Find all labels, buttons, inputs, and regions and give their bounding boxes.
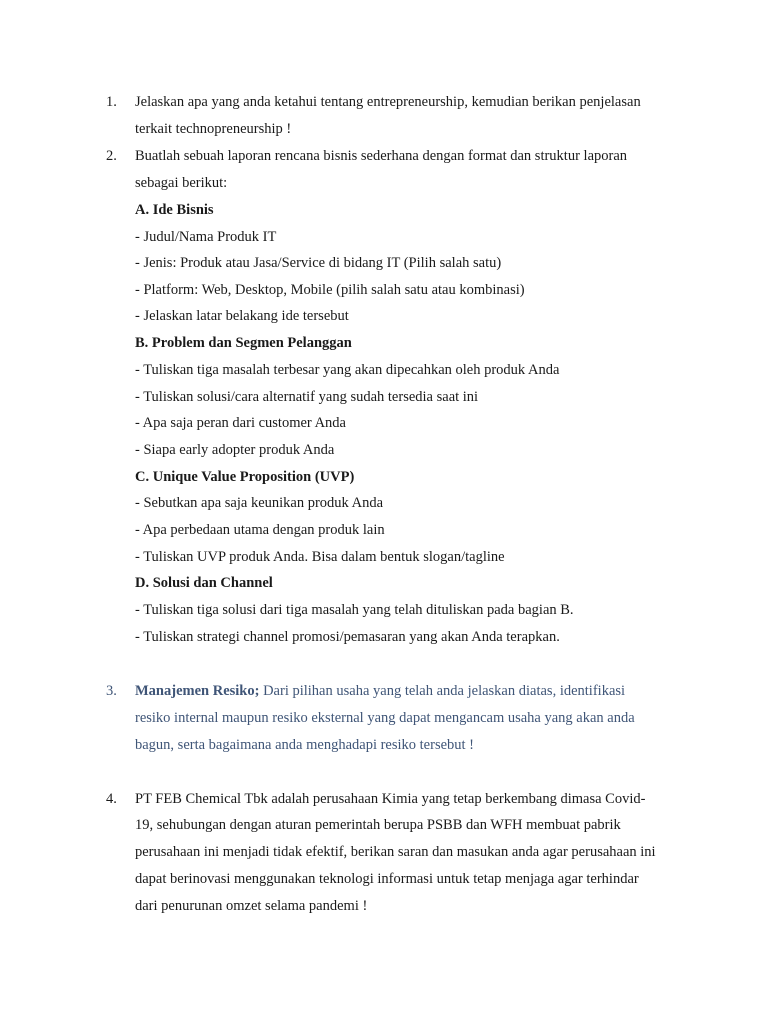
q1-line-1: Jelaskan apa yang anda ketahui tentang entrepreneurship, kemudian berikan penjelasan <box>135 94 641 110</box>
section-a-item: - Platform: Web, Desktop, Mobile (pilih salah satu atau kombinasi) <box>135 282 525 298</box>
section-d-item: - Tuliskan strategi channel promosi/pemasaran yang akan Anda terapkan. <box>135 629 560 645</box>
section-c-heading: C. Unique Value Proposition (UVP) <box>135 469 355 485</box>
section-a-item: - Judul/Nama Produk IT <box>135 229 277 245</box>
section-a-item: - Jelaskan latar belakang ide tersebut <box>135 308 349 324</box>
section-d-item: - Tuliskan tiga solusi dari tiga masalah yang telah dituliskan pada bagian B. <box>135 602 574 618</box>
q1-number: 1. <box>106 94 117 110</box>
q3-line-1 <box>135 683 625 699</box>
section-b-item: - Tuliskan tiga masalah terbesar yang akan dipecahkan oleh produk Anda <box>135 362 560 378</box>
q4-line-5: dari penurunan omzet selama pandemi ! <box>135 898 368 914</box>
q3-number: 3. <box>106 683 117 699</box>
section-c-item: - Sebutkan apa saja keunikan produk Anda <box>135 495 384 511</box>
q2-intro-1: Buatlah sebuah laporan rencana bisnis sederhana dengan format dan struktur laporan <box>135 148 628 164</box>
q2-intro-2: sebagai berikut: <box>135 175 228 191</box>
section-d-heading: D. Solusi dan Channel <box>135 575 273 591</box>
q2-number: 2. <box>106 148 117 164</box>
q3-line-3: bagun, serta bagaimana anda menghadapi resiko tersebut ! <box>135 737 475 753</box>
section-a-heading: A. Ide Bisnis <box>135 202 214 218</box>
section-a-item: - Jenis: Produk atau Jasa/Service di bidang IT (Pilih salah satu) <box>135 255 502 271</box>
section-c-item: - Apa perbedaan utama dengan produk lain <box>135 522 385 538</box>
q1-line-2: terkait technopreneurship ! <box>135 121 292 137</box>
q3-line-1-rest: Dari pilihan usaha yang telah anda jelaskan diatas, identifikasi <box>259 683 626 699</box>
section-b-item: - Siapa early adopter produk Anda <box>135 442 335 458</box>
q4-line-1: PT FEB Chemical Tbk adalah perusahaan Kimia yang tetap berkembang dimasa Covid- <box>135 791 646 807</box>
section-b-item: - Tuliskan solusi/cara alternatif yang sudah tersedia saat ini <box>135 389 479 405</box>
q4-line-2: 19, sehubungan dengan aturan pemerintah berupa PSBB dan WFH membuat pabrik <box>135 817 621 833</box>
q4-number: 4. <box>106 791 117 807</box>
q4-line-3: perusahaan ini menjadi tidak efektif, berikan saran dan masukan anda agar perusahaan ini <box>135 844 656 860</box>
section-b-item: - Apa saja peran dari customer Anda <box>135 415 346 431</box>
q3-line-2: resiko internal maupun resiko eksternal yang dapat mengancam usaha yang akan anda <box>135 710 635 726</box>
q3-title: Manajemen Resiko; <box>135 683 260 699</box>
section-c-item: - Tuliskan UVP produk Anda. Bisa dalam bentuk slogan/tagline <box>135 549 505 565</box>
section-b-heading: B. Problem dan Segmen Pelanggan <box>135 335 352 351</box>
q4-line-4: dapat berinovasi menggunakan teknologi informasi untuk tetap menjaga agar terhindar <box>135 871 639 887</box>
